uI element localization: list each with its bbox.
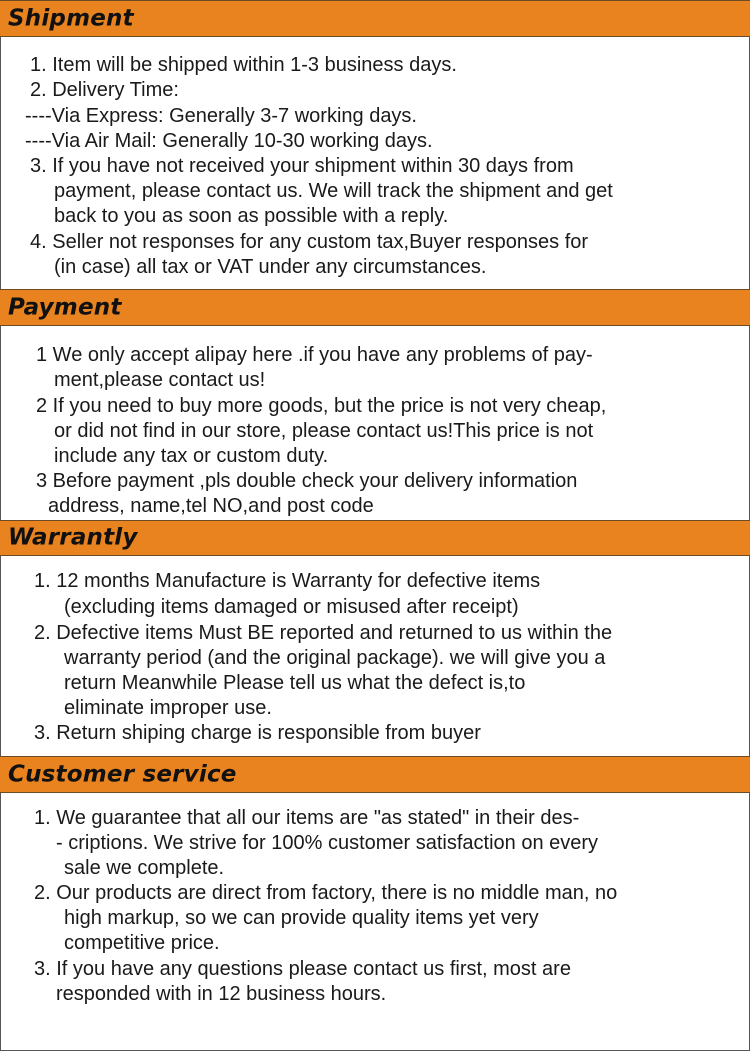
customer-service-title: Customer service [8, 760, 237, 787]
payment-line: ment,please contact us! [54, 369, 266, 391]
shipment-line: payment, please contact us. We will track the shipment and get [54, 180, 613, 202]
customer-service-line: responded with in 12 business hours. [56, 983, 387, 1005]
shipment-header [0, 0, 750, 37]
customer-service-line: - criptions. We strive for 100% customer satisfaction on every [56, 832, 599, 854]
shipment-line: 4. Seller not responses for any custom tax,Buyer responses for [30, 231, 589, 253]
warranty-line: warranty period (and the original package). we will give you a [64, 647, 606, 669]
customer-service-line: 2. Our products are direct from factory, there is no middle man, no [34, 882, 618, 904]
payment-line: include any tax or custom duty. [54, 445, 329, 467]
warranty-line: return Meanwhile Please tell us what the defect is,to [64, 672, 526, 694]
warranty-line: 3. Return shiping charge is responsible from buyer [34, 722, 481, 744]
customer-service-line: 3. If you have any questions please contact us first, most are [34, 958, 571, 980]
customer-service-header [0, 756, 750, 793]
shipment-line: 1. Item will be shipped within 1-3 business days. [30, 54, 457, 76]
customer-service-line: sale we complete. [64, 857, 225, 879]
warranty-line: eliminate improper use. [64, 697, 272, 719]
warranty-line: 2. Defective items Must BE reported and returned to us within the [34, 622, 613, 644]
payment-header [0, 289, 750, 326]
payment-title: Payment [8, 293, 122, 320]
shipment-line: back to you as soon as possible with a reply. [54, 205, 449, 227]
payment-line: address, name,tel NO,and post code [48, 495, 374, 517]
shipment-line: ----Via Air Mail: Generally 10-30 working days. [25, 130, 433, 152]
shipment-line: 3. If you have not received your shipment within 30 days from [30, 155, 574, 177]
warranty-line: (excluding items damaged or misused after receipt) [64, 596, 519, 618]
shipment-line: 2. Delivery Time: [30, 79, 179, 101]
shipment-title: Shipment [8, 4, 134, 31]
shipment-line: ----Via Express: Generally 3-7 working days. [25, 105, 417, 127]
customer-service-line: competitive price. [64, 932, 220, 954]
customer-service-line: high markup, so we can provide quality items yet very [64, 907, 539, 929]
customer-service-line: 1. We guarantee that all our items are "as stated" in their des- [34, 807, 580, 829]
warranty-header [0, 520, 750, 556]
warranty-title: Warrantly [8, 524, 138, 551]
payment-line: 1 We only accept alipay here .if you have any problems of pay- [36, 344, 593, 366]
payment-line: 2 If you need to buy more goods, but the price is not very cheap, [36, 395, 607, 417]
warranty-line: 1. 12 months Manufacture is Warranty for defective items [34, 570, 541, 592]
payment-line: 3 Before payment ,pls double check your delivery information [36, 470, 578, 492]
payment-line: or did not find in our store, please contact us!This price is not [54, 420, 594, 442]
shipment-line: (in case) all tax or VAT under any circumstances. [54, 256, 487, 278]
